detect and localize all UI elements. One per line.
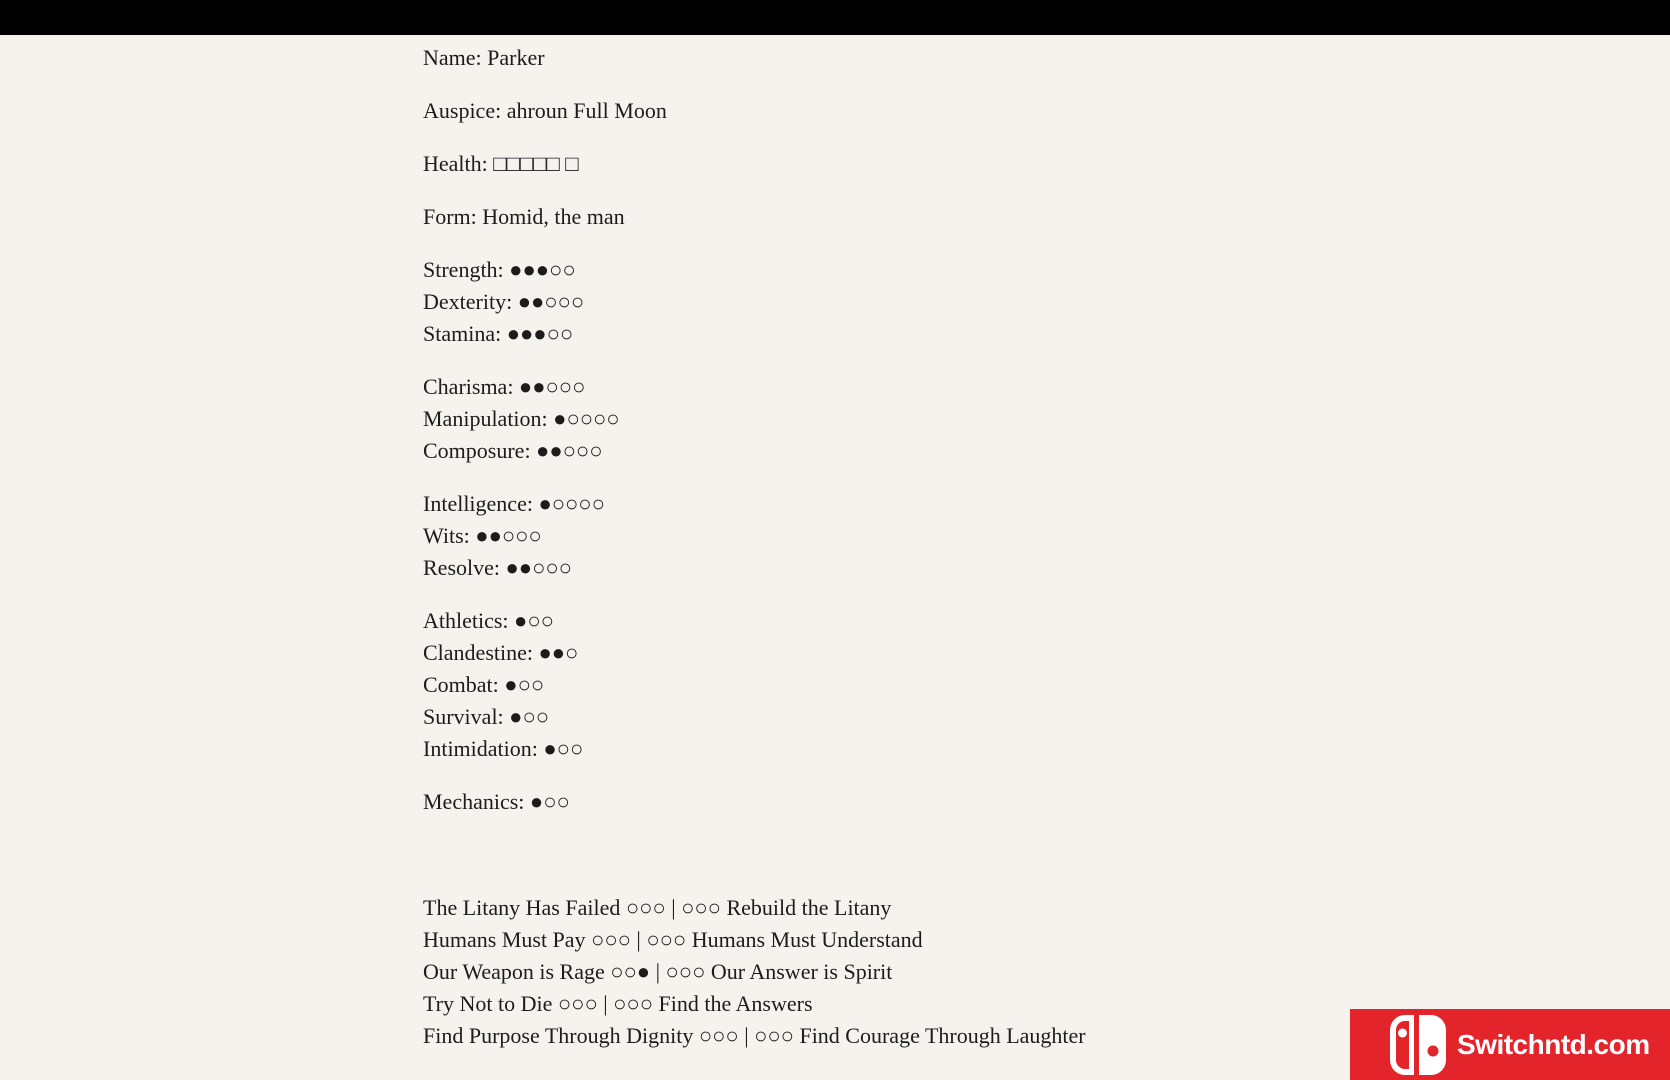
principles [423,892,1323,1052]
mental-attributes [423,488,1323,584]
social-attributes [423,371,1323,467]
principle-row: Our Weapon is Rage ○○● | ○○○ Our Answer is Spirit [423,959,893,984]
auspice: Auspice: ahroun Full Moon [423,98,667,123]
physical-attributes [423,254,1323,350]
skill-survival: Survival: ●○○ [423,704,550,729]
watermark [1350,1009,1670,1080]
principle-row: Try Not to Die ○○○ | ○○○ Find the Answers [423,991,813,1016]
character-name: Name: Parker [423,45,545,70]
skill-intimidation: Intimidation: ●○○ [423,736,584,761]
skills [423,605,1323,765]
attribute-stamina: Stamina: ●●●○○ [423,321,574,346]
attribute-composure: Composure: ●●○○○ [423,438,603,463]
attribute-dexterity: Dexterity: ●●○○○ [423,289,585,314]
character-sheet [423,42,1323,1052]
health-track: Health: □□□□□ □ [423,151,579,176]
principle-row: Humans Must Pay ○○○ | ○○○ Humans Must Understand [423,927,923,952]
attribute-strength: Strength: ●●●○○ [423,257,576,282]
watermark-text: Switchntd.com [1457,1028,1650,1060]
attribute-wits: Wits: ●●○○○ [423,523,542,548]
skill-combat: Combat: ●○○ [423,672,545,697]
skill-athletics: Athletics: ●○○ [423,608,554,633]
attribute-resolve: Resolve: ●●○○○ [423,555,572,580]
attribute-manipulation: Manipulation: ●○○○○ [423,406,620,431]
skill-mechanics: Mechanics: ●○○ [423,789,570,814]
attribute-charisma: Charisma: ●●○○○ [423,374,586,399]
skill-clandestine: Clandestine: ●●○ [423,640,579,665]
principle-row: The Litany Has Failed ○○○ | ○○○ Rebuild the Litany [423,895,892,920]
form: Form: Homid, the man [423,204,625,229]
top-bar [0,0,1670,35]
principle-row: Find Purpose Through Dignity ○○○ | ○○○ Find Courage Through Laughter [423,1023,1086,1048]
attribute-intelligence: Intelligence: ●○○○○ [423,491,605,516]
nintendo-switch-logo-icon [1389,1014,1447,1076]
